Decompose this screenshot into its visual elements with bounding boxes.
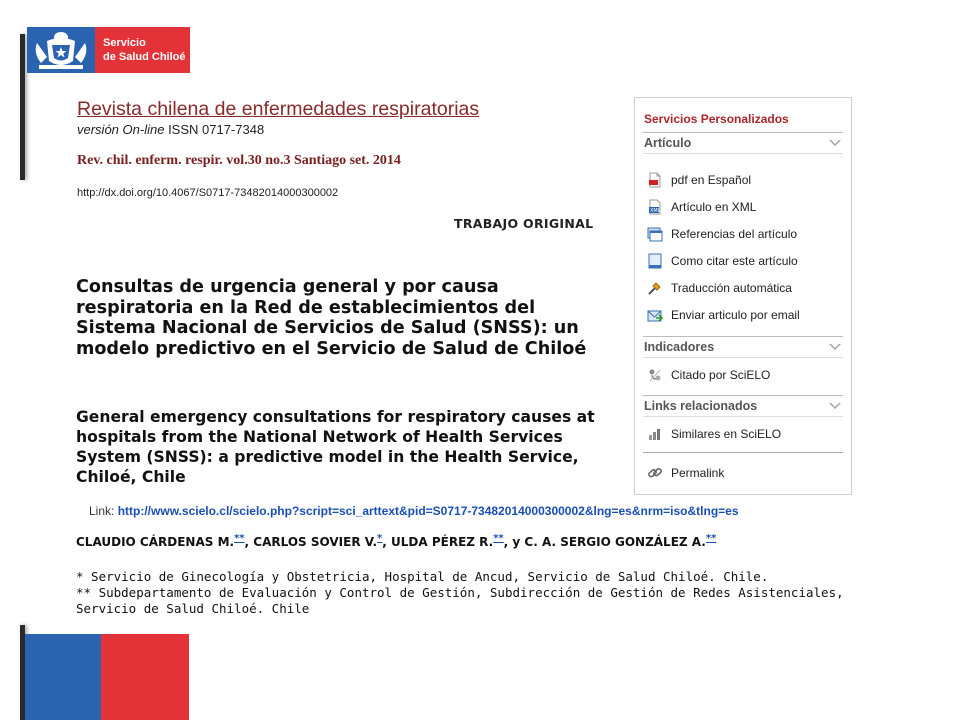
similar-icon [647,426,663,442]
cited-icon [647,367,663,383]
author-affiliation-mark[interactable]: * [377,533,383,544]
author-name: ULDA PÉREZ R. [391,535,494,549]
chevron-down-icon[interactable] [829,140,841,146]
version-label: versión On-line [77,122,165,137]
issn-text: ISSN 0717-7348 [168,122,265,137]
author-affiliation-mark[interactable]: ** [493,533,504,544]
doi-link[interactable]: http://dx.doi.org/10.4067/S0717-73482014000300002 [77,187,339,199]
scielo-url-link[interactable]: http://www.scielo.cl/scielo.php?script=sci_arttext&pid=S0717-73482014000300002&lng=es&nrm=iso&tlng=es [117,504,739,518]
section-label: Indicadores [644,340,715,354]
permalink-link[interactable]: Permalink [647,464,724,482]
article-title-en: General emergency consultations for respiratory causes at hospitals from the National Network of Health Services System (SNSS): a predictive model in the Health Service, Chiloé, Chile [76,408,595,486]
section-label: Artículo [644,136,692,150]
section-label: Links relacionados [644,399,758,413]
translate-icon [647,280,663,296]
flag-blue-block [25,634,101,720]
author-name: CLAUDIO CÁRDENAS M. [76,535,235,549]
flag-red-block [101,634,189,720]
article-title-es: Consultas de urgencia general y por causa respiratoria en la Red de establecimientos del Sistema Nacional de Servicios de Salud (SNSS): un modelo predictivo en el Servicio de Salud de Chiloé [76,277,587,359]
author-name: C. A. SERGIO GONZÁLEZ A. [524,535,706,549]
references-icon [647,226,663,242]
link-line [89,504,739,518]
xml-icon [647,199,663,215]
author-affiliation-mark[interactable]: ** [234,533,245,544]
panel-title: Servicios Personalizados [644,112,789,126]
pdf-link[interactable]: pdf en Español [647,171,751,189]
svg-text:XML: XML [650,208,661,214]
cite-link[interactable]: Como citar este artículo [647,252,798,270]
affiliation-line: * Servicio de Ginecología y Obstetricia, Hospital de Ancud, Servicio de Salud Chiloé. Chile. [76,569,769,584]
panel-divider [643,452,843,453]
section-label: TRABAJO ORIGINAL [454,216,594,231]
cited-by-link[interactable]: Citado por SciELO [647,366,770,384]
affiliation-line: Servicio de Salud Chiloé. Chile [76,601,310,616]
servicio-salud-chiloe-logo [27,27,190,73]
xml-link[interactable]: XML Artículo en XML [647,198,756,216]
section-indicadores[interactable] [643,336,843,358]
chevron-down-icon[interactable] [829,403,841,409]
chevron-down-icon[interactable] [829,344,841,350]
left-vertical-bar-top [20,34,25,180]
section-links-relacionados[interactable] [643,395,843,417]
link-label: Link: [89,504,115,518]
similar-link[interactable]: Similares en SciELO [647,425,781,443]
affiliation-line: ** Subdepartamento de Evaluación y Control de Gestión, Subdirección de Gestión de Redes Asistenciales, [76,585,844,600]
translate-link[interactable]: Traducción automática [647,279,792,297]
cite-icon [647,253,663,269]
author-list: CLAUDIO CÁRDENAS M.**, CARLOS SOVIER V.*, ULDA PÉREZ R.**, y C. A. SERGIO GONZÁLEZ A.** [76,533,717,549]
logo-line-2: de Salud Chiloé [103,51,186,63]
author-affiliation-mark[interactable]: ** [705,533,717,544]
coat-of-arms-icon [27,27,95,73]
section-articulo[interactable] [643,132,843,154]
issn-line [77,122,264,137]
email-icon [647,307,663,323]
pdf-icon [647,172,663,188]
logo-line-1: Servicio [103,37,146,49]
permalink-icon [647,465,663,481]
references-link[interactable]: Referencias del artículo [647,225,797,243]
email-link[interactable]: Enviar articulo por email [647,306,800,324]
journal-title-link[interactable]: Revista chilena de enfermedades respiratorias [77,98,480,120]
services-panel [634,97,852,495]
citation: Rev. chil. enferm. respir. vol.30 no.3 Santiago set. 2014 [77,153,401,168]
author-name: CARLOS SOVIER V. [253,535,378,549]
